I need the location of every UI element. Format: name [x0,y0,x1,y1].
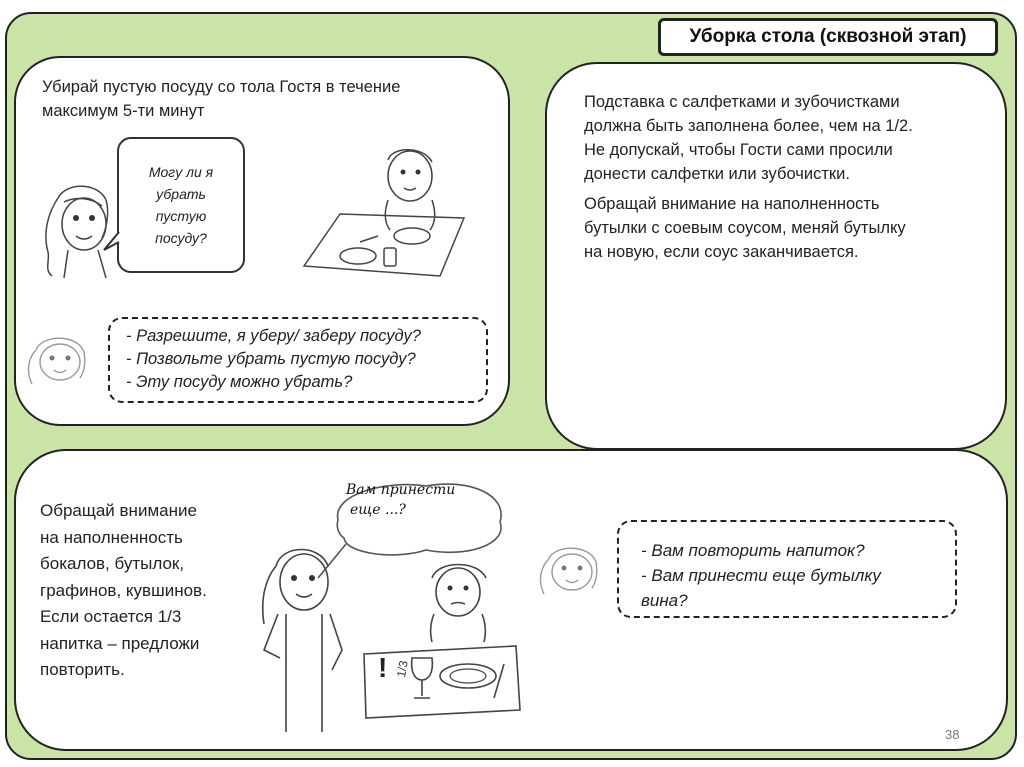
text-line: на наполненность [40,527,183,547]
phrase-line: вина? [641,591,688,610]
text-line: должна быть заполнена более, чем на 1/2. [584,117,913,135]
intro-line: Убирай пустую посуду со тола Гостя в течение [42,78,401,96]
text-line: Если остается 1/3 [40,607,182,626]
speech-bubble: Могу ли я убрать пустую посуду? [117,137,245,273]
text-line: бокалов, бутылок, [40,554,185,573]
handwritten-line: Вам принести [346,482,456,498]
phrase-line: - Разрешите, я уберу/ заберу посуду? [126,327,421,345]
slide-title: Уборка стола (сквозной этап) [658,18,998,56]
text-line: на новую, если соус заканчивается. [584,243,859,261]
text-line: бутылки с соевым соусом, меняй бутылку [584,219,906,237]
glass-fill-label: 1/3 [394,659,411,679]
phrase-line: - Позвольте убрать пустую посуду? [126,350,416,368]
text-line: донести салфетки или зубочистки. [584,165,850,183]
speech-bubble-tail [104,232,124,252]
text-line: Не допускай, чтобы Гости сами просили [584,141,893,159]
drinks-text [40,498,240,684]
napkins-text [584,90,964,270]
text-line: Обращай внимание на наполненность [584,195,880,213]
intro-text [42,75,462,123]
handwritten-bubble-text [346,480,486,540]
text-line: Обращай внимание [40,501,197,520]
phrase-box-bottom [617,520,957,618]
text-line: Подставка с салфетками и зубочистками [584,93,900,111]
face-icon [534,542,606,600]
phrase-box-top [108,317,488,403]
intro-line: максимум 5-ти минут [42,102,205,120]
paragraph-napkins [584,90,964,186]
paragraph-soy-sauce [584,192,964,264]
text-line: повторить. [40,660,125,679]
exclamation-mark: ! [378,652,388,683]
handwritten-line: еще ...? [350,502,406,518]
page-number: 38 [945,727,960,742]
seated-guest-illustration [300,140,470,280]
phrase-line: - Вам принести еще бутылку [641,566,881,585]
phrase-line: - Вам повторить напиток? [641,541,865,560]
face-icon [22,332,94,390]
phrase-line: - Эту посуду можно убрать? [126,373,353,391]
text-line: графинов, кувшинов. [40,580,207,600]
waiter-woman-illustration [36,180,126,280]
text-line: напитка – предложи [40,633,200,653]
